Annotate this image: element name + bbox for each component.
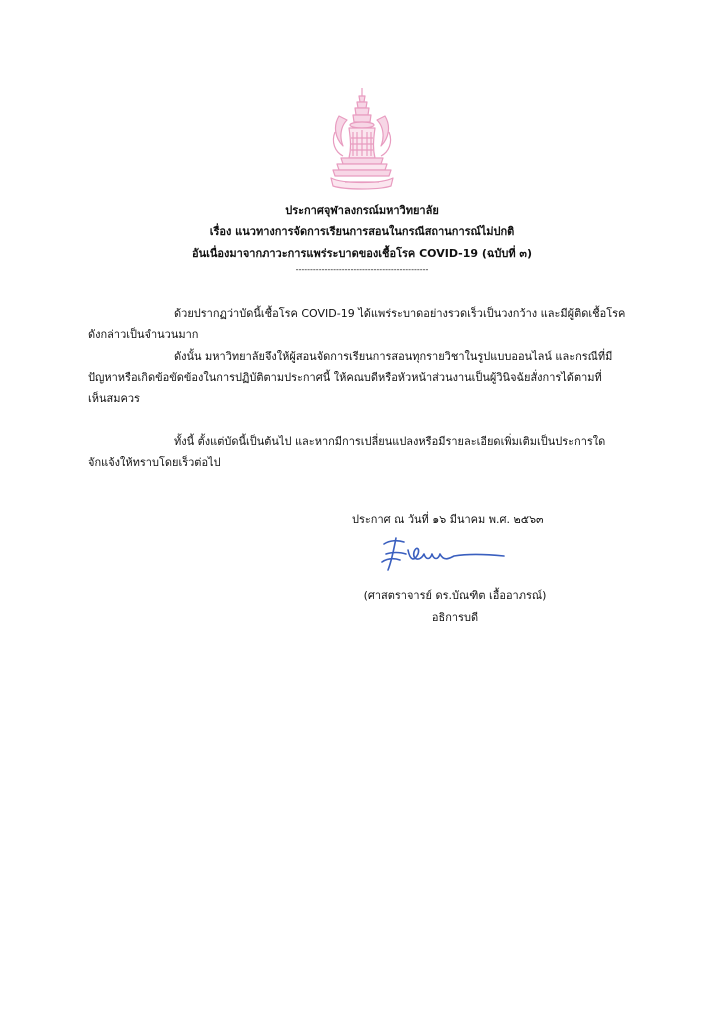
signer-title: อธิการบดี <box>431 611 479 624</box>
paragraph-line: ปัญหาหรือเกิดข้อขัดข้องในการปฏิบัติตามประกาศนี้ ให้คณบดีหรือหัวหน้าส่วนงานเป็นผู้วินิจฉัยสั่งการได้ตามที่ <box>88 371 602 384</box>
paragraph-line: ดังกล่าวเป็นจำนวนมาก <box>88 328 199 341</box>
announcement-subject-continued: อันเนื่องมาจากภาวะการแพร่ระบาดของเชื้อโรค COVID-19 (ฉบับที่ ๓) <box>192 247 532 260</box>
paragraph-line: ด้วยปรากฏว่าบัดนี้เชื้อโรค COVID-19 ได้แพร่ระบาดอย่างรวดเร็วเป็นวงกว้าง และมีผู้ติดเชื้อโรค <box>174 307 626 320</box>
paragraph-1 <box>88 303 640 345</box>
announcement-date: ประกาศ ณ วันที่ ๑๖ มีนาคม พ.ศ. ๒๕๖๓ <box>352 513 544 526</box>
paragraph-2 <box>88 346 640 409</box>
signer-name: (ศาสตราจารย์ ดร.บัณฑิต เอื้ออาภรณ์) <box>363 589 547 602</box>
announcement-subject: เรื่อง แนวทางการจัดการเรียนการสอนในกรณีสถานการณ์ไม่ปกติ <box>209 225 515 238</box>
paragraph-line: จักแจ้งให้ทราบโดยเร็วต่อไป <box>88 456 221 469</box>
paragraph-3 <box>88 431 640 473</box>
title-divider: ---------------------------------------------- <box>295 265 429 274</box>
paragraph-line: เห็นสมควร <box>88 392 140 405</box>
paragraph-line: ดังนั้น มหาวิทยาลัยจึงให้ผู้สอนจัดการเรียนการสอนทุกรายวิชาในรูปแบบออนไลน์ และกรณีที่มี <box>174 350 613 363</box>
paragraph-line: ทั้งนี้ ตั้งแต่บัดนี้เป็นต้นไป และหากมีการเปลี่ยนแปลงหรือมีรายละเอียดเพิ่มเติมเป็นประการใด <box>174 435 606 448</box>
signature-icon <box>374 532 510 576</box>
university-seal-icon <box>329 86 395 190</box>
announcement-title: ประกาศจุฬาลงกรณ์มหาวิทยาลัย <box>285 204 439 217</box>
